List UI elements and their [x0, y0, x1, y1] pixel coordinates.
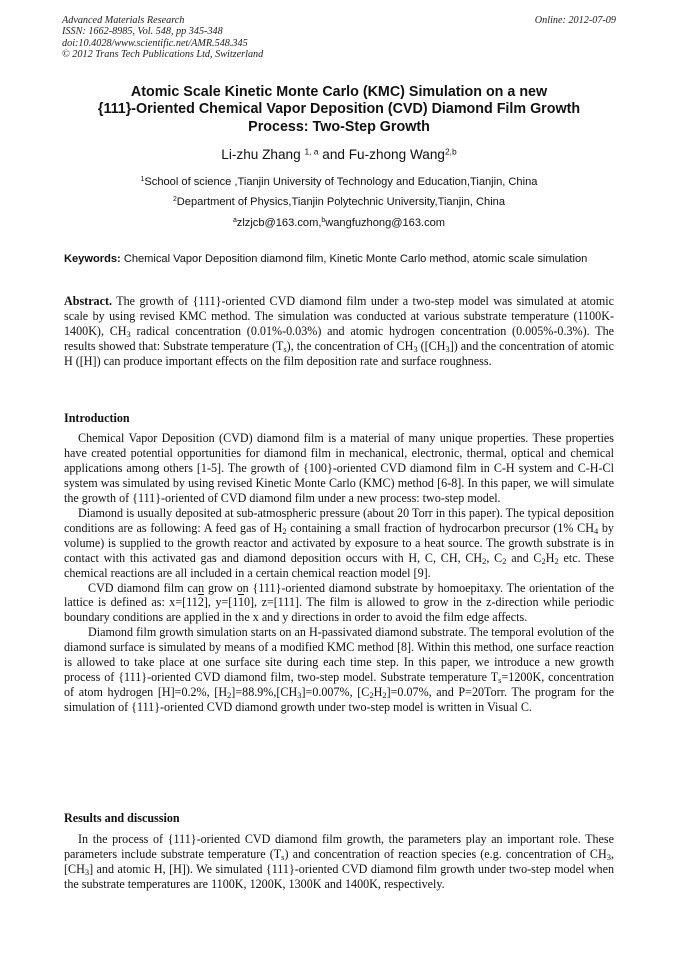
abstract-text: ), the concentration of CH: [286, 338, 414, 353]
subscript: s: [498, 675, 502, 686]
overline-index: 1: [237, 595, 244, 610]
subscript: 3: [126, 329, 131, 340]
doi-line: doi:10.4028/www.scientific.net/AMR.548.345: [62, 37, 248, 49]
author-2: Fu-zhong Wang: [348, 147, 445, 162]
subscript: 2: [227, 690, 232, 701]
abstract-text: radical concentration (0.01%-0.03%) and atomic hydrogen concentration (0.005%-0.3%). The results showed that: Substrate temperature (T: [64, 323, 614, 353]
title-line-1: Atomic Scale Kinetic Monte Carlo (KMC) Simulation on a new: [130, 84, 548, 100]
subscript: 4: [593, 525, 599, 536]
keywords-text: Chemical Vapor Deposition diamond film, Kinetic Monte Carlo method, atomic scale simulation: [123, 253, 588, 265]
affiliation-1: [40, 176, 638, 188]
para-text: containing a small fraction of hydrocarbon precursor (1% CH: [286, 520, 594, 535]
overline-index: 2: [197, 595, 204, 610]
subscript: 2: [541, 555, 546, 566]
subscript: 2: [282, 525, 287, 536]
affiliation-2-text: Department of Physics,Tianjin Polytechnic University,Tianjin, China: [176, 196, 506, 208]
journal-header: [62, 15, 263, 61]
author-1-marker: 1, a: [304, 146, 319, 157]
issn-line: ISSN: 1662-8985, Vol. 548, pp 345-348: [62, 26, 223, 38]
subscript: 3: [606, 852, 611, 863]
subscript: 2: [382, 690, 387, 701]
affiliation-1-text: School of science ,Tianjin University of Technology and Education,Tianjin, China: [144, 176, 538, 188]
copyright-line: © 2012 Trans Tech Publications Ltd, Switzerland: [62, 49, 264, 61]
subscript: 2: [502, 555, 507, 566]
para-text: 0], z=[111]. The film is allowed to grow in the z-direction while periodic boundary conditions are applied in the x and y directions in order to avoid the film edge affects.: [64, 595, 614, 625]
abstract-text: ]) and the concentration of atomic H ([H]) can produce important effects on the film deposition rate and surface roughness.: [64, 338, 614, 368]
subscript: s: [283, 343, 287, 354]
affiliation-2: [40, 196, 638, 208]
subscript: 3: [297, 690, 302, 701]
results-heading: Results and discussion: [64, 811, 180, 825]
journal-name: Advanced Materials Research: [62, 15, 185, 26]
subscript: 2: [482, 555, 487, 566]
subscript: 2: [369, 690, 374, 701]
para-text: CVD diamond film can grow on {111}-oriented diamond substrate by homoepitaxy. The orientation of the lattice is defined as: x=[11: [64, 580, 614, 610]
intro-paragraph-4: [64, 625, 614, 715]
keywords-label: Keywords:: [64, 253, 121, 265]
para-text: ) and concentration of reaction species (e.g. concentration of CH: [284, 846, 607, 861]
para-text: H: [373, 685, 383, 700]
abstract-label: Abstract.: [64, 294, 113, 308]
results-paragraph-1: [64, 832, 614, 892]
email-a[interactable]: zlzjcb@163.com,: [236, 217, 322, 229]
para-text: ]=0.007%, [C: [301, 685, 370, 700]
para-text: etc. These chemical reactions are all included in a certain chemical reaction model [9].: [64, 550, 615, 580]
introduction-heading: Introduction: [64, 411, 130, 425]
para-text: by volume) is supplied to the growth reactor and activated by exposure to a heat source. The growth substrate is in contact with this activated gas and diamond deposition occurs with H, C, CH, CH: [64, 520, 614, 565]
author-and: and: [322, 147, 345, 162]
para-text: and C: [506, 550, 542, 565]
para-text: ] and atomic H, [H]). We simulated {111}-oriented CVD diamond film growth under two-step model when the substrate temperatures are 1100K, 1200K, 1300K and 1400K, respectively.: [64, 861, 614, 891]
introduction-body: [64, 431, 614, 715]
author-emails: [40, 217, 638, 229]
para-text: , [CH: [64, 846, 614, 876]
para-text: H: [545, 550, 555, 565]
intro-paragraph-2: [64, 506, 614, 581]
paper-title: [40, 84, 638, 136]
email-a-marker: a: [232, 217, 237, 225]
author-list: [40, 147, 638, 162]
online-date: Online: 2012-07-09: [534, 15, 616, 26]
abstract-text: The growth of {111}-oriented CVD diamond film under a two-step model was simulated at atomic scale by using revised KMC method. The simulation was conducted at various substrate temperature (1100K-1400K), CH: [64, 294, 614, 338]
author-1: Li-zhu Zhang: [221, 147, 301, 162]
subscript: 2: [554, 555, 559, 566]
para-text: Diamond is usually deposited at sub-atmospheric pressure (about 20 Torr in this paper). The typical deposition conditions are as following: A feed gas of H: [64, 505, 614, 535]
subscript: 3: [445, 343, 450, 354]
intro-paragraph-1: Chemical Vapor Deposition (CVD) diamond film is a material of many unique properties. These properties have created potential opportunities for diamond film in mechanical, electronic, thermal, optical and chemical applications among others [1-5]. The growth of {100}-oriented CVD diamond film in C-H system and C-H-Cl system was simulated by using revised Kinetic Monte Carlo (KMC) method [6-8]. In this paper, we will simulate the growth of {111}-oriented of CVD diamond film under a new process: two-step model.: [64, 431, 614, 505]
para-text: ]=88.9%,[CH: [231, 685, 298, 700]
subscript: 3: [84, 867, 90, 878]
affiliation-2-marker: 2: [172, 196, 177, 204]
email-b[interactable]: wangfuzhong@163.com: [325, 217, 446, 229]
subscript: 3: [413, 343, 418, 354]
title-line-3: Process: Two-Step Growth: [248, 118, 430, 135]
email-b-marker: b: [321, 217, 326, 225]
para-text: In the process of {111}-oriented CVD diamond film growth, the parameters play an important role. These parameters include substrate temperature (T: [64, 832, 614, 861]
affiliation-1-marker: 1: [140, 176, 145, 184]
abstract: [64, 294, 614, 369]
para-text: , C: [486, 550, 503, 565]
para-text: ]=0.07%, and P=20Torr. The program for the simulation of {111}-oriented CVD diamond growth under two-step model is written in Visual C.: [64, 685, 614, 715]
para-text: =1200K, concentration of atom hydrogen [H]=0.2%, [H: [64, 670, 614, 700]
title-line-2: {111}-Oriented Chemical Vapor Deposition (CVD) Diamond Film Growth: [97, 101, 581, 118]
para-text: Diamond film growth simulation starts on an H-passivated diamond substrate. The temporal evolution of the diamond surface is simulated by means of a modified KMC method [8]. Within this method, one surface reaction is allowed to take place at one surface site during each time step. In this paper, we introduce a new growth process of {111}-oriented CVD diamond film, two-step model. Substrate temperature T: [64, 625, 614, 685]
keywords: [64, 252, 614, 267]
intro-paragraph-3: [64, 581, 614, 626]
results-body: [64, 832, 614, 892]
author-2-marker: 2,b: [444, 146, 457, 157]
abstract-text: ([CH: [417, 338, 446, 353]
subscript: s: [281, 852, 285, 863]
para-text: ], y=[1: [203, 595, 238, 610]
